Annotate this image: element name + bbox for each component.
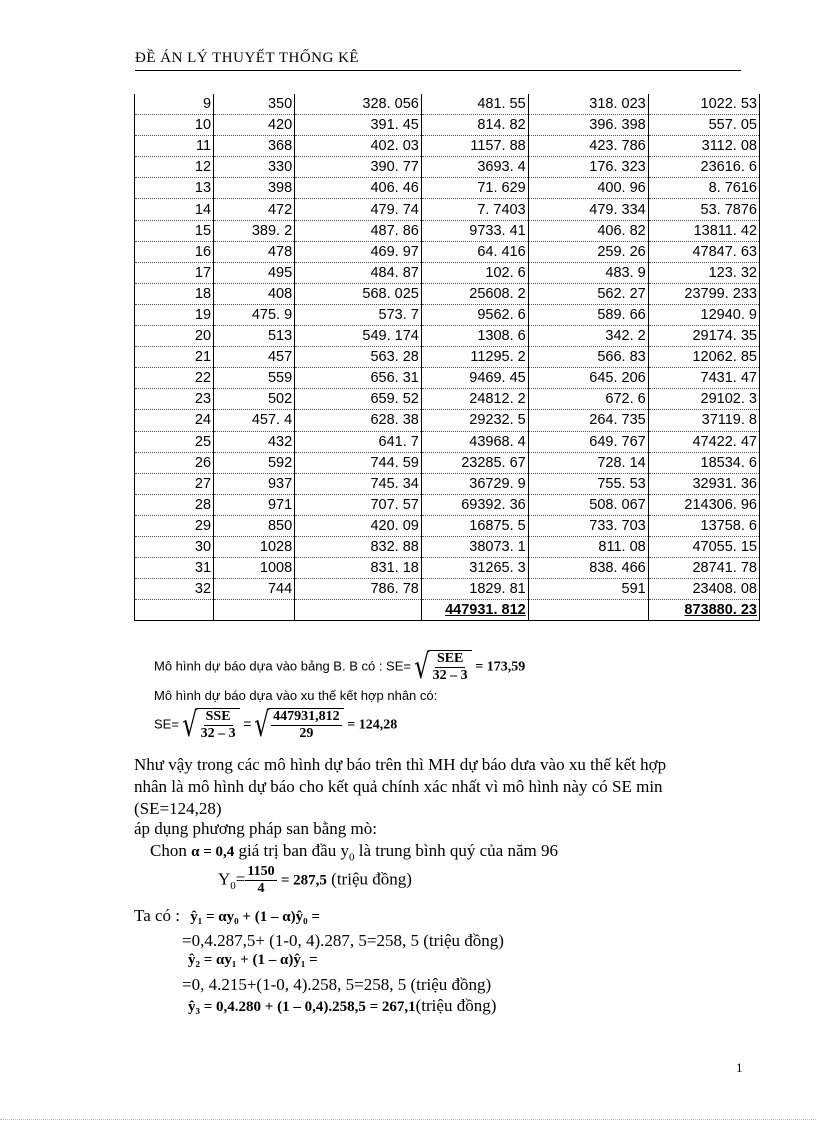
table-row <box>135 220 760 241</box>
table-cell: 557. 05 <box>648 115 759 136</box>
table-cell: 589. 66 <box>528 304 648 325</box>
table-cell: 71. 629 <box>421 178 528 199</box>
table-cell: 24812. 2 <box>421 389 528 410</box>
table-cell: 32931. 36 <box>648 473 759 494</box>
table-cell: 24 <box>135 410 214 431</box>
eq-1-value: =0,4.287,5+ (1-0, 4).287, 5=258, 5 (triệu đồng) <box>182 931 504 950</box>
chon-line <box>150 841 558 863</box>
table-cell: 11295. 2 <box>421 347 528 368</box>
table-cell: 23408. 08 <box>648 579 759 600</box>
sqrt-formula: √ $\frac{\text{SEE}}{32 - 3}$ <box>411 650 472 684</box>
table-cell: 398 <box>214 178 295 199</box>
table-cell: 36729. 9 <box>421 473 528 494</box>
se-line-3-label: SE= <box>154 716 179 732</box>
table-cell: 37119. 8 <box>648 410 759 431</box>
table-cell: 7. 7403 <box>421 199 528 220</box>
table-row <box>135 452 760 473</box>
table-cell: 649. 767 <box>528 431 648 452</box>
table-cell: 13 <box>135 178 214 199</box>
taco-line <box>134 906 320 926</box>
table-cell: 38073. 1 <box>421 536 528 557</box>
table-cell: 17 <box>135 262 214 283</box>
table-row <box>135 431 760 452</box>
table-cell: 47422. 47 <box>648 431 759 452</box>
table-cell: 656. 31 <box>295 368 422 389</box>
table-cell: 13811. 42 <box>648 220 759 241</box>
table-cell: 19 <box>135 304 214 325</box>
table-cell: 29174. 35 <box>648 326 759 347</box>
table-row <box>135 494 760 515</box>
chon-text: giá trị ban đầu y <box>234 841 349 860</box>
table-row <box>135 304 760 325</box>
eq-3: ŷ₃ = 0,4.280 + (1 – 0,4).258,5 = 267,1 <box>188 999 416 1015</box>
table-row <box>135 347 760 368</box>
table-row <box>135 473 760 494</box>
frac-den: 32 – 3 <box>432 668 468 683</box>
table-cell <box>528 600 648 621</box>
table-cell: 832. 88 <box>295 536 422 557</box>
se-line-3: SE= √ $\frac{\text{SSE}}{32 - 3}$ = √ $\frac{447931,812}{29}$ = 124,28 <box>154 705 398 745</box>
header-rule <box>135 70 741 71</box>
table-cell: 64. 416 <box>421 241 528 262</box>
table-cell: 22 <box>135 368 214 389</box>
se-line-1 <box>154 647 526 687</box>
para-2: áp dụng phương pháp san bằng mò: <box>134 819 377 838</box>
table-cell: 406. 46 <box>295 178 422 199</box>
table-cell: 3693. 4 <box>421 157 528 178</box>
table-cell: 27 <box>135 473 214 494</box>
table-cell: 786. 78 <box>295 579 422 600</box>
table-cell: 487. 86 <box>295 220 422 241</box>
table-row <box>135 536 760 557</box>
table-cell: 479. 74 <box>295 199 422 220</box>
table-row <box>135 389 760 410</box>
y0-unit: (triệu đồng) <box>326 869 412 889</box>
table-cell: 389. 2 <box>214 220 295 241</box>
table-cell: 745. 34 <box>295 473 422 494</box>
table-cell: 31 <box>135 558 214 579</box>
table-cell: 814. 82 <box>421 115 528 136</box>
se-result-2: = 124,28 <box>347 717 398 733</box>
frac-num: SSE <box>205 709 231 724</box>
frac-num: SEE <box>436 651 464 666</box>
table-cell: 728. 14 <box>528 452 648 473</box>
table-cell: 432 <box>214 431 295 452</box>
table-cell: 850 <box>214 515 295 536</box>
para-1-line-2: nhân là mô hình dự báo cho kết quả chính xác nhất vì mô hình này có SE min <box>134 777 663 796</box>
table-cell: 328. 056 <box>295 94 422 115</box>
table-cell: 513 <box>214 326 295 347</box>
table-cell: 26 <box>135 452 214 473</box>
sqrt-formula-a: √ $\frac{\text{SSE}}{32 - 3}$ <box>179 708 240 742</box>
table-cell: 30 <box>135 536 214 557</box>
table-cell: 396. 398 <box>528 115 648 136</box>
table-cell: 18 <box>135 283 214 304</box>
table-cell: 25608. 2 <box>421 283 528 304</box>
table-cell: 342. 2 <box>528 326 648 347</box>
table-cell: 29 <box>135 515 214 536</box>
total-col6: 873880. 23 <box>648 600 759 621</box>
page-header: ĐỀ ÁN LÝ THUYẾT THỐNG KÊ <box>135 50 360 66</box>
frac-den: 32 – 3 <box>200 726 236 741</box>
table-cell: 12940. 9 <box>648 304 759 325</box>
table-cell: 18534. 6 <box>648 452 759 473</box>
table-cell: 23285. 67 <box>421 452 528 473</box>
table-row <box>135 178 760 199</box>
table-cell: 21 <box>135 347 214 368</box>
y0-fraction <box>245 864 276 897</box>
table-cell: 330 <box>214 157 295 178</box>
table-cell: 659. 52 <box>295 389 422 410</box>
table-cell: 102. 6 <box>421 262 528 283</box>
frac-den: 4 <box>257 881 265 896</box>
frac-num: 447931,812 <box>273 709 340 724</box>
table-cell: 755. 53 <box>528 473 648 494</box>
table-cell: 259. 26 <box>528 241 648 262</box>
y0-result: = 287,5 <box>280 872 327 889</box>
y0-label: Y <box>218 869 231 889</box>
table-cell: 29102. 3 <box>648 389 759 410</box>
table-cell: 744. 59 <box>295 452 422 473</box>
table-cell: 484. 87 <box>295 262 422 283</box>
table-cell: 123. 32 <box>648 262 759 283</box>
table-cell: 47847. 63 <box>648 241 759 262</box>
table-cell: 592 <box>214 452 295 473</box>
table-cell: 483. 9 <box>528 262 648 283</box>
table-cell: 43968. 4 <box>421 431 528 452</box>
table-row <box>135 579 760 600</box>
eq-1: ŷ₁ = αy₀ + (1 – α)ŷ₀ = <box>190 909 320 925</box>
table-cell: 672. 6 <box>528 389 648 410</box>
table-cell: 469. 97 <box>295 241 422 262</box>
table-cell: 9733. 41 <box>421 220 528 241</box>
table-cell: 318. 023 <box>528 94 648 115</box>
table-cell: 563. 28 <box>295 347 422 368</box>
table-cell: 9562. 6 <box>421 304 528 325</box>
table-cell: 831. 18 <box>295 558 422 579</box>
table-cell: 8. 7616 <box>648 178 759 199</box>
page-bottom-border <box>0 1119 816 1120</box>
table-cell: 1022. 53 <box>648 94 759 115</box>
table-cell: 15 <box>135 220 214 241</box>
table-cell: 502 <box>214 389 295 410</box>
frac-den: 29 <box>299 726 314 741</box>
eq-2: ŷ₂ = αy₁ + (1 – α)ŷ₁ = <box>188 952 318 968</box>
table-cell: 12 <box>135 157 214 178</box>
table-cell: 23616. 6 <box>648 157 759 178</box>
frac-num: 1150 <box>247 864 275 879</box>
taco-label: Ta có : <box>134 906 181 925</box>
table-cell: 9 <box>135 94 214 115</box>
table-cell: 3112. 08 <box>648 136 759 157</box>
chon-label: Chon <box>150 841 187 860</box>
table-cell: 481. 55 <box>421 94 528 115</box>
table-cell: 214306. 96 <box>648 494 759 515</box>
table-cell: 402. 03 <box>295 136 422 157</box>
table-cell: 568. 025 <box>295 283 422 304</box>
table-cell: 733. 703 <box>528 515 648 536</box>
table-cell: 20 <box>135 326 214 347</box>
alpha-value: α = 0,4 <box>191 844 235 860</box>
table-cell: 838. 466 <box>528 558 648 579</box>
table-cell: 368 <box>214 136 295 157</box>
table-cell: 641. 7 <box>295 431 422 452</box>
table-cell <box>214 600 295 621</box>
table-cell: 9469. 45 <box>421 368 528 389</box>
table-row <box>135 157 760 178</box>
se-line-2: Mô hình dự báo dựa vào xu thế kết hợp nhân có: <box>154 688 438 703</box>
table-cell: 549. 174 <box>295 326 422 347</box>
sub-0: 0 <box>348 851 355 864</box>
y0-eq: = <box>235 869 246 889</box>
table-cell: 811. 08 <box>528 536 648 557</box>
table-cell: 1829. 81 <box>421 579 528 600</box>
se-result-1: = 173,59 <box>475 659 526 675</box>
table-cell: 264. 735 <box>528 410 648 431</box>
table-cell: 495 <box>214 262 295 283</box>
table-cell: 566. 83 <box>528 347 648 368</box>
table-cell: 12062. 85 <box>648 347 759 368</box>
table-total-row <box>135 600 760 621</box>
se-line-1-label: Mô hình dự báo dựa vào bảng B. B có : SE= <box>154 658 411 674</box>
table-cell: 457. 4 <box>214 410 295 431</box>
table-cell: 69392. 36 <box>421 494 528 515</box>
table-cell: 11 <box>135 136 214 157</box>
data-table <box>134 94 760 621</box>
table-cell <box>295 600 422 621</box>
table-cell: 937 <box>214 473 295 494</box>
eq-3-line <box>188 996 496 1016</box>
eq-2-value: =0, 4.215+(1-0, 4).258, 5=258, 5 (triệu đồng) <box>182 975 492 994</box>
y0-sub: 0 <box>230 879 236 892</box>
table-cell: 420 <box>214 115 295 136</box>
para-1-line-3: (SE=124,28) <box>134 799 222 818</box>
table-row <box>135 368 760 389</box>
table-row <box>135 241 760 262</box>
table-cell: 1157. 88 <box>421 136 528 157</box>
table-cell: 645. 206 <box>528 368 648 389</box>
table-cell: 14 <box>135 199 214 220</box>
table-row <box>135 199 760 220</box>
table-cell: 1008 <box>214 558 295 579</box>
table-cell: 31265. 3 <box>421 558 528 579</box>
table-row <box>135 558 760 579</box>
table-cell: 457 <box>214 347 295 368</box>
table-row <box>135 515 760 536</box>
table-cell: 475. 9 <box>214 304 295 325</box>
table-cell: 23 <box>135 389 214 410</box>
table-cell: 23799. 233 <box>648 283 759 304</box>
table-cell: 13758. 6 <box>648 515 759 536</box>
y0-line <box>218 864 412 897</box>
table-cell: 408 <box>214 283 295 304</box>
table-cell: 10 <box>135 115 214 136</box>
table-cell: 29232. 5 <box>421 410 528 431</box>
table-cell: 28 <box>135 494 214 515</box>
table-cell: 1308. 6 <box>421 326 528 347</box>
table-cell: 420. 09 <box>295 515 422 536</box>
table-cell: 472 <box>214 199 295 220</box>
table-cell: 350 <box>214 94 295 115</box>
table-row <box>135 94 760 115</box>
table-cell: 16875. 5 <box>421 515 528 536</box>
table-cell: 25 <box>135 431 214 452</box>
table-cell: 176. 323 <box>528 157 648 178</box>
para-1-line-1: Như vậy trong các mô hình dự báo trên thì MH dự báo dưa vào xu thế kết hợp <box>134 755 667 774</box>
table-cell: 562. 27 <box>528 283 648 304</box>
table-cell: 32 <box>135 579 214 600</box>
eq-3-unit: (triệu đồng) <box>415 996 497 1015</box>
table-cell: 573. 7 <box>295 304 422 325</box>
table-cell: 16 <box>135 241 214 262</box>
table-cell: 591 <box>528 579 648 600</box>
table-row <box>135 115 760 136</box>
table-cell: 47055. 15 <box>648 536 759 557</box>
table-cell: 406. 82 <box>528 220 648 241</box>
table-row <box>135 136 760 157</box>
table-cell: 744 <box>214 579 295 600</box>
table-cell: 479. 334 <box>528 199 648 220</box>
table-cell: 423. 786 <box>528 136 648 157</box>
table-row <box>135 326 760 347</box>
chon-text-end: là trung bình quý của năm 96 <box>354 841 558 860</box>
table-row <box>135 410 760 431</box>
table-cell: 53. 7876 <box>648 199 759 220</box>
table-cell: 971 <box>214 494 295 515</box>
table-cell: 391. 45 <box>295 115 422 136</box>
table-cell: 400. 96 <box>528 178 648 199</box>
table-row <box>135 283 760 304</box>
table-cell: 1028 <box>214 536 295 557</box>
table-cell: 508. 067 <box>528 494 648 515</box>
table-cell <box>135 600 214 621</box>
table-cell: 7431. 47 <box>648 368 759 389</box>
page-number: 1 <box>736 1060 743 1075</box>
table-cell: 707. 57 <box>295 494 422 515</box>
table-cell: 478 <box>214 241 295 262</box>
total-col4: 447931. 812 <box>421 600 528 621</box>
table-cell: 628. 38 <box>295 410 422 431</box>
table-cell: 390. 77 <box>295 157 422 178</box>
table-cell: 559 <box>214 368 295 389</box>
table-cell: 28741. 78 <box>648 558 759 579</box>
sqrt-formula-b: √ $\frac{447931,812}{29}$ <box>251 708 343 742</box>
table-row <box>135 262 760 283</box>
